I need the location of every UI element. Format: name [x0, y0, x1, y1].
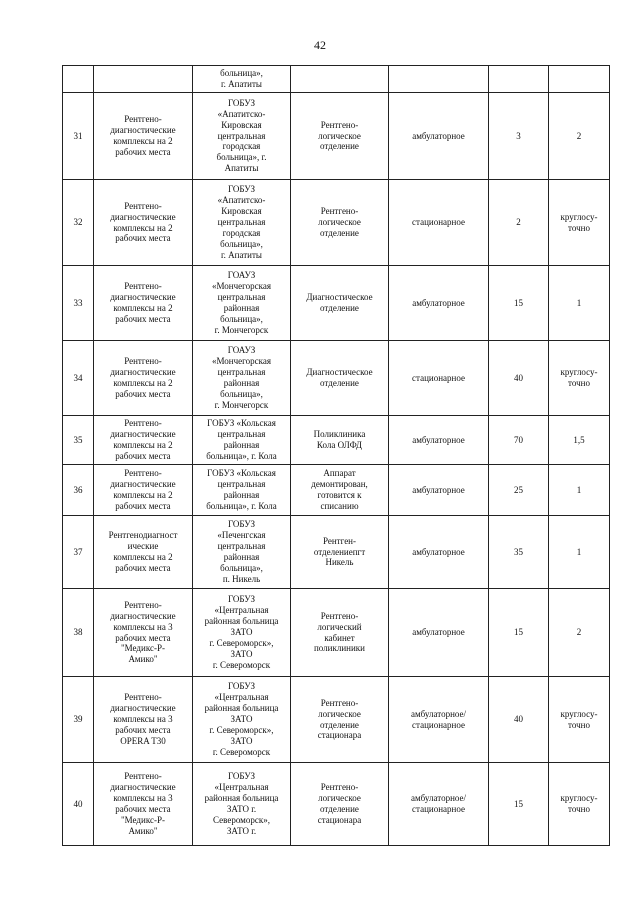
cell-count: 3 [489, 93, 549, 180]
cell-mode [389, 266, 489, 341]
cell-department [291, 66, 389, 93]
cell-count [489, 66, 549, 93]
cell-line: «Апатитско- [217, 195, 266, 206]
cell-line: комплексы на 2 [113, 378, 173, 388]
cell-line: амбулаторное [412, 484, 465, 495]
cell-line: Никель [325, 557, 354, 568]
cell-line: ГОБУЗ [227, 771, 256, 782]
cell-shifts [549, 677, 610, 763]
cell-line: центральная [217, 479, 266, 490]
cell-line: диагностические [110, 479, 176, 490]
cell-line: ГОАУЗ [227, 345, 256, 356]
cell-line: диагностические [110, 292, 176, 303]
cell-line: рабочих места [115, 146, 171, 157]
cell-department [291, 677, 389, 763]
cell-shifts [549, 341, 610, 416]
cell-line: Рентгено- [320, 119, 359, 130]
table-row [63, 416, 610, 465]
cell-shifts [549, 266, 610, 341]
table-row [63, 589, 610, 677]
cell-line: стационарное [412, 719, 465, 730]
cell-line: 2 [576, 627, 582, 638]
cell-line: районная [223, 378, 260, 388]
cell-line: 1 [576, 297, 582, 308]
cell-department [291, 341, 389, 416]
table-row [63, 763, 610, 846]
cell-mode [389, 180, 489, 266]
cell-line: диагностические [110, 703, 176, 714]
cell-line: Рентгено- [124, 468, 162, 479]
cell-equipment [94, 180, 193, 266]
cell-line: ЗАТО г. [226, 804, 257, 814]
cell-line: ГОБУЗ [227, 681, 256, 692]
cell-line: Рентгено- [320, 206, 359, 217]
cell-num: 32 [63, 180, 94, 266]
cell-line: круглосу- [560, 708, 598, 719]
cell-line: больница», г. Кола [206, 450, 277, 461]
cell-organization [193, 93, 291, 180]
table-row [63, 516, 610, 589]
cell-line: больница», [220, 68, 263, 79]
cell-line: ГОБУЗ [227, 184, 256, 195]
cell-line: рабочих места [115, 724, 171, 735]
cell-line: стационарное [412, 804, 465, 814]
cell-line: списанию [320, 500, 359, 511]
cell-line: г. Апатиты [221, 249, 262, 260]
cell-line: ЗАТО [230, 627, 253, 638]
cell-line: п. Никель [222, 573, 261, 584]
cell-equipment [94, 589, 193, 677]
cell-line: «Печенгская [217, 530, 266, 541]
cell-line: диагностические [110, 782, 176, 793]
cell-line: районная [223, 490, 260, 500]
cell-line: комплексы на 2 [113, 222, 173, 233]
cell-line: Рентгено- [124, 356, 162, 367]
cell-shifts [549, 93, 610, 180]
cell-line: ГОБУЗ «Кольская [207, 468, 276, 479]
cell-line: Рентгено- [320, 782, 359, 793]
cell-num: 34 [63, 341, 94, 416]
cell-line: районная больница [204, 793, 279, 804]
cell-line: больница», [220, 388, 263, 399]
cell-line: логическое [318, 217, 361, 228]
cell-line: ГОБУЗ [227, 594, 256, 605]
cell-organization [193, 341, 291, 416]
table-row [63, 677, 610, 763]
cell-line: стационара [317, 814, 362, 825]
cell-line: OPERA T30 [120, 735, 166, 746]
cell-line: комплексы на 2 [113, 490, 173, 500]
cell-line: отделение [320, 804, 359, 814]
table-body [63, 66, 610, 846]
facilities-table [62, 65, 610, 846]
cell-line: стационара [317, 730, 362, 741]
cell-line: больница», [220, 238, 263, 249]
cell-num: 39 [63, 677, 94, 763]
cell-shifts [549, 465, 610, 516]
cell-shifts [549, 416, 610, 465]
cell-line: отделение [320, 141, 359, 152]
cell-line: «Центральная [214, 605, 269, 616]
cell-mode [389, 763, 489, 846]
cell-count: 35 [489, 516, 549, 589]
cell-line: логическое [318, 708, 361, 719]
cell-num: 37 [63, 516, 94, 589]
cell-line: отделение [320, 303, 359, 313]
cell-shifts [549, 180, 610, 266]
cell-count: 40 [489, 677, 549, 763]
cell-organization [193, 589, 291, 677]
cell-line: больница», г. [216, 152, 267, 163]
cell-line: центральная [217, 130, 266, 141]
cell-mode [389, 516, 489, 589]
cell-mode [389, 465, 489, 516]
cell-line: амбулаторное [412, 627, 465, 638]
cell-line: стационарное [412, 217, 465, 228]
cell-line: амбулаторное/ [410, 708, 467, 719]
cell-line: рабочих места [115, 388, 171, 399]
table-row [63, 180, 610, 266]
cell-shifts [549, 763, 610, 846]
cell-department [291, 93, 389, 180]
cell-count: 15 [489, 589, 549, 677]
cell-line: диагностические [110, 367, 176, 378]
cell-line: городская [222, 141, 261, 152]
cell-line: центральная [217, 367, 266, 378]
cell-department [291, 589, 389, 677]
cell-line: г. Североморск [212, 746, 271, 757]
cell-line: логический [317, 621, 362, 632]
cell-line: комплексы на 3 [113, 714, 173, 725]
table-row [63, 266, 610, 341]
cell-line: амбулаторное [412, 297, 465, 308]
cell-line: амбулаторное [412, 130, 465, 141]
cell-line: 1 [576, 546, 582, 557]
cell-organization [193, 465, 291, 516]
cell-count: 15 [489, 266, 549, 341]
cell-equipment [94, 266, 193, 341]
cell-line: центральная [217, 429, 266, 440]
cell-num: 36 [63, 465, 94, 516]
cell-line: Рентгено- [124, 771, 162, 782]
cell-line: точно [568, 378, 590, 388]
cell-department [291, 266, 389, 341]
cell-equipment [94, 341, 193, 416]
cell-count: 25 [489, 465, 549, 516]
cell-num: 33 [63, 266, 94, 341]
cell-line: ГОАУЗ [227, 270, 256, 281]
cell-line: поликлиники [313, 643, 365, 654]
cell-shifts [549, 589, 610, 677]
cell-mode [389, 341, 489, 416]
cell-line: рабочих места [115, 500, 171, 511]
cell-line: районная больница [204, 703, 279, 714]
cell-line: круглосу- [560, 367, 598, 378]
cell-line: логическое [318, 130, 361, 141]
cell-line: больница», г. Кола [206, 500, 277, 511]
cell-line: рабочих места [115, 804, 171, 814]
cell-line: районная больница [204, 616, 279, 627]
cell-equipment [94, 416, 193, 465]
cell-line: Рентгено- [124, 692, 162, 703]
cell-line: Рентгено- [124, 281, 162, 292]
cell-line: Рентгено- [124, 599, 162, 610]
cell-line: отделениепгт [313, 546, 366, 557]
cell-line: амбулаторное/ [410, 793, 467, 804]
cell-line: Рентгенодиагност [108, 530, 178, 541]
cell-line: ЗАТО г. [226, 825, 257, 836]
cell-line: Рентген- [322, 535, 356, 546]
cell-line: отделение [320, 719, 359, 730]
cell-line: Аппарат [323, 468, 356, 479]
cell-line: рабочих места [115, 450, 171, 461]
cell-line: комплексы на 2 [113, 303, 173, 313]
cell-mode [389, 677, 489, 763]
cell-mode [389, 66, 489, 93]
cell-line: комплексы на 2 [113, 136, 173, 146]
cell-line: Кировская [221, 206, 262, 217]
cell-department [291, 763, 389, 846]
cell-line: районная [223, 303, 260, 313]
cell-line: точно [568, 719, 590, 730]
cell-equipment [94, 677, 193, 763]
cell-num: 31 [63, 93, 94, 180]
cell-line: г. Мончегорск [214, 399, 269, 410]
page-number: 42 [314, 38, 326, 52]
cell-line: кабинет [324, 632, 355, 643]
cell-line: ГОБУЗ «Кольская [207, 418, 276, 429]
cell-line: ГОБУЗ [227, 519, 256, 530]
cell-line: центральная [217, 292, 266, 303]
cell-line: «Мончегорская [212, 281, 271, 292]
cell-line: "Медикс-Р- [121, 814, 165, 825]
cell-organization [193, 180, 291, 266]
cell-line: «Мончегорская [212, 356, 271, 367]
cell-line: круглосу- [560, 211, 598, 222]
cell-line: логическое [318, 793, 361, 804]
cell-line: отделение [320, 378, 359, 388]
cell-line: рабочих места [115, 562, 171, 573]
cell-line: диагностические [110, 610, 176, 621]
cell-line: рабочих места [115, 313, 171, 324]
cell-organization [193, 516, 291, 589]
cell-line: амбулаторное [412, 546, 465, 557]
cell-line: комплексы на 3 [113, 621, 173, 632]
cell-line: Рентгено- [320, 697, 359, 708]
cell-department [291, 180, 389, 266]
cell-line: точно [568, 222, 590, 233]
cell-line: «Апатитско- [217, 108, 266, 119]
cell-line: Амико" [128, 825, 158, 836]
cell-line: Диагностическое [306, 292, 373, 303]
cell-line: ЗАТО [230, 735, 253, 746]
cell-organization [193, 66, 291, 93]
cell-line: центральная [217, 217, 266, 228]
cell-line: комплексы на 3 [113, 793, 173, 804]
cell-line: Рентгено- [124, 114, 162, 125]
cell-count: 15 [489, 763, 549, 846]
cell-line: 2 [576, 130, 582, 141]
cell-equipment [94, 763, 193, 846]
table-row [63, 93, 610, 180]
cell-count: 2 [489, 180, 549, 266]
cell-line: Апатиты [224, 163, 259, 174]
cell-line: круглосу- [560, 793, 598, 804]
cell-equipment [94, 465, 193, 516]
cell-line: Кировская [221, 119, 262, 130]
cell-line: Диагностическое [306, 367, 373, 378]
table-row [63, 341, 610, 416]
cell-line: стационарное [412, 372, 465, 383]
cell-line: Североморск», [213, 814, 270, 825]
cell-organization [193, 763, 291, 846]
cell-line: центральная [217, 541, 266, 552]
cell-line: диагностические [110, 125, 176, 136]
cell-line: «Центральная [214, 782, 269, 793]
cell-department [291, 516, 389, 589]
cell-count: 70 [489, 416, 549, 465]
cell-line: Амико" [128, 654, 158, 665]
cell-num: 40 [63, 763, 94, 846]
cell-line: г. Апатиты [221, 79, 262, 89]
cell-line: рабочих места [115, 233, 171, 244]
cell-line: амбулаторное [412, 434, 465, 445]
cell-line: больница», [220, 562, 263, 573]
table-row-continuation [63, 66, 610, 93]
cell-line: г. Мончегорск [214, 324, 269, 335]
cell-organization [193, 677, 291, 763]
table-row [63, 465, 610, 516]
cell-line: 1,5 [573, 434, 585, 445]
cell-line: Рентгено- [124, 418, 162, 429]
cell-line: г. Североморск», [209, 724, 274, 735]
cell-num: 38 [63, 589, 94, 677]
cell-organization [193, 416, 291, 465]
cell-line: готовится к [317, 490, 362, 500]
cell-line: г. Североморск [212, 659, 271, 670]
cell-line: ЗАТО [230, 648, 253, 659]
cell-line: Поликлиника [313, 429, 366, 440]
cell-line: Кола ОЛФД [316, 440, 363, 450]
cell-mode [389, 589, 489, 677]
cell-line: районная [223, 440, 260, 450]
cell-line: Рентгено- [320, 610, 359, 621]
cell-line: рабочих места [115, 632, 171, 643]
cell-count: 40 [489, 341, 549, 416]
cell-shifts [549, 66, 610, 93]
cell-line: городская [222, 227, 261, 238]
cell-equipment [94, 66, 193, 93]
cell-line: больница», [220, 313, 263, 324]
cell-line: диагностические [110, 211, 176, 222]
cell-num: 35 [63, 416, 94, 465]
cell-line: Рентгено- [124, 200, 162, 211]
cell-line: ические [127, 541, 159, 552]
cell-line: 1 [576, 484, 582, 495]
cell-organization [193, 266, 291, 341]
cell-line: комплексы на 2 [113, 552, 173, 562]
cell-line: «Центральная [214, 692, 269, 703]
cell-shifts [549, 516, 610, 589]
cell-equipment [94, 516, 193, 589]
cell-equipment [94, 93, 193, 180]
cell-line: точно [568, 804, 590, 814]
cell-department [291, 465, 389, 516]
cell-department [291, 416, 389, 465]
cell-line: отделение [320, 227, 359, 238]
cell-line: ЗАТО [230, 714, 253, 725]
cell-line: комплексы на 2 [113, 440, 173, 450]
cell-line: "Медикс-Р- [121, 643, 165, 654]
cell-line: ГОБУЗ [227, 97, 256, 108]
cell-line: демонтирован, [311, 479, 368, 490]
cell-mode [389, 416, 489, 465]
cell-line: г. Североморск», [209, 637, 274, 648]
cell-line: районная [223, 552, 260, 562]
cell-mode [389, 93, 489, 180]
cell-line: диагностические [110, 429, 176, 440]
cell-num [63, 66, 94, 93]
